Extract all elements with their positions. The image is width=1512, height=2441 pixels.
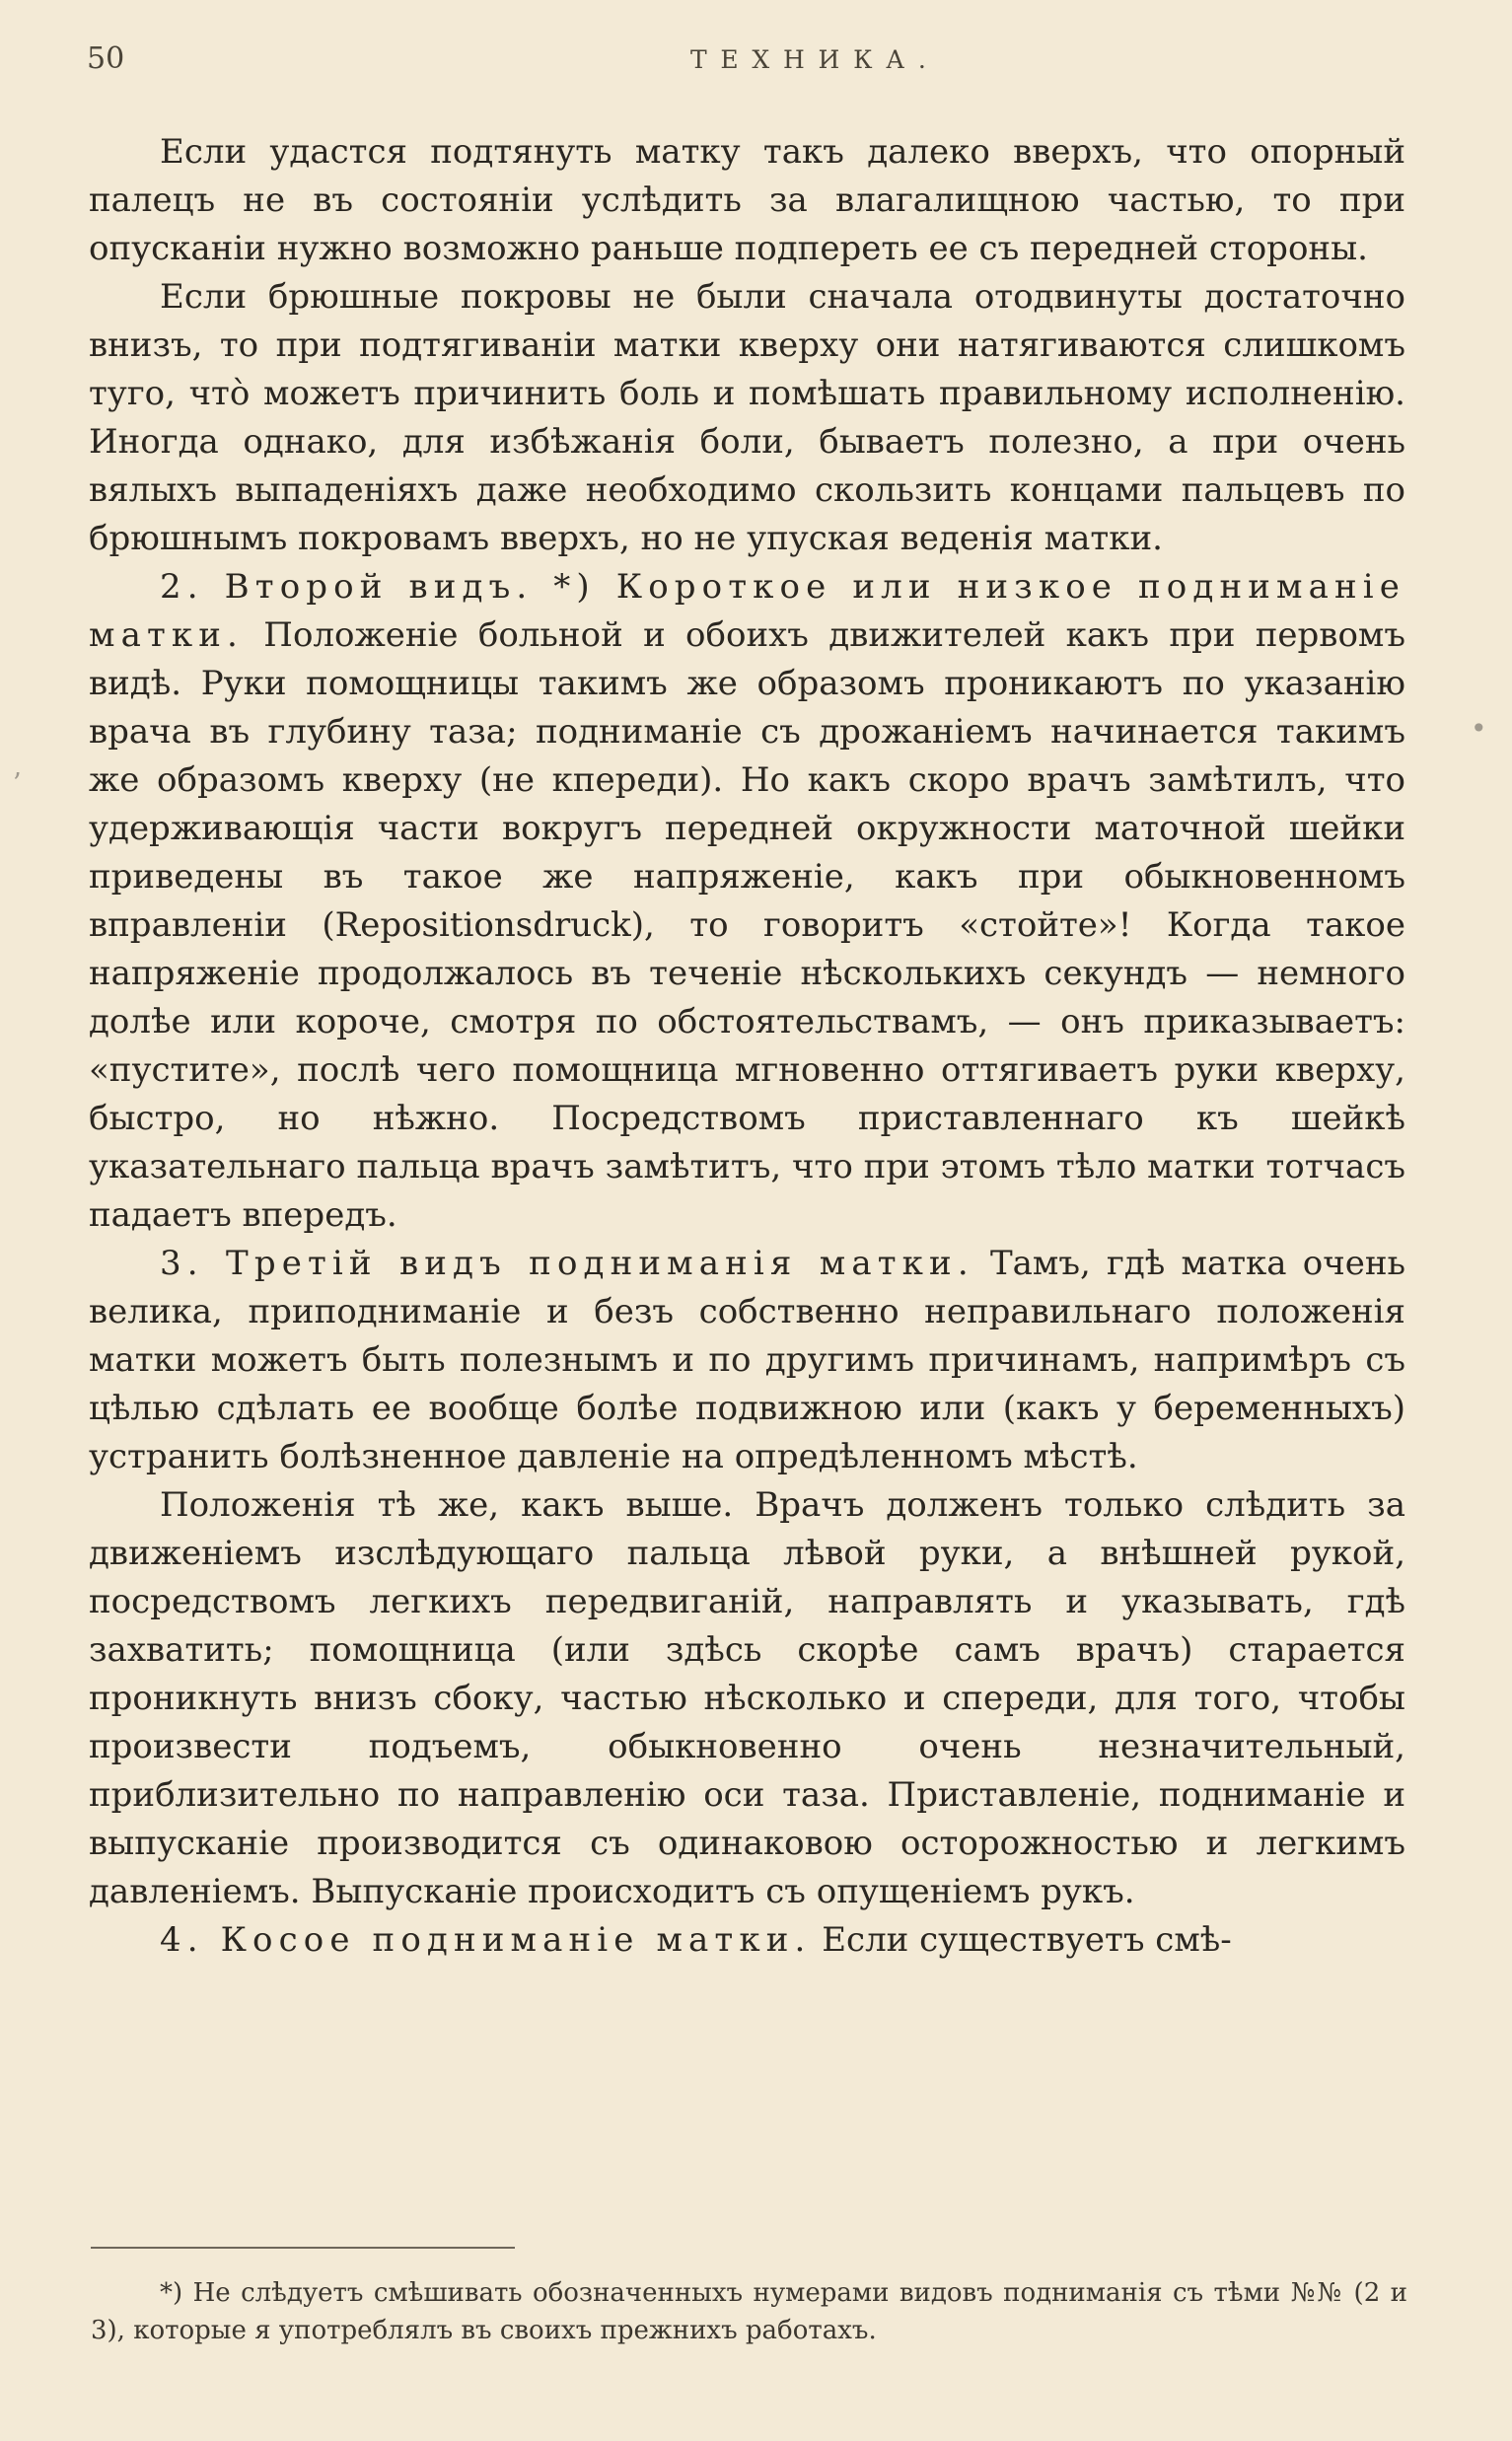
paragraph — [89, 1916, 1405, 1965]
paragraph-text: Тамъ, гдѣ матка очень велика, приподниманіе и безъ собственно неправильнаго положенія матки можетъ быть полезнымъ и по другимъ причинамъ, напримѣръ съ цѣлью сдѣлать ее вообще болѣе подвижною или (какъ у беременныхъ) устранить болѣзненное давленіе на опредѣленномъ мѣстѣ. — [89, 1244, 1406, 1476]
paragraph — [89, 273, 1405, 563]
running-title: ТЕХНИКА. — [690, 45, 940, 74]
paragraph — [89, 1240, 1405, 1481]
margin-speck: ʼ — [12, 767, 21, 800]
section-heading: 2. Второй видъ. *) Короткое или низкое подниманіе матки. — [89, 567, 1405, 655]
section-heading: 4. Косое подниманіе матки. — [160, 1920, 812, 1960]
page-header — [87, 41, 1438, 81]
paragraph — [89, 563, 1405, 1240]
paragraph-text: Положенія тѣ же, какъ выше. Врачъ долженъ только слѣдить за движеніемъ изслѣдующаго пальца лѣвой руки, а внѣшней рукой, посредствомъ легкихъ передвиганій, направлять и указывать, гдѣ захватить; помощница (или здѣсь скорѣе самъ врачъ) старается проникнуть внизъ сбоку, частью нѣсколько и спереди, для того, чтобы произвести подъемъ, обыкновенно очень незначительный, приблизительно по направленію оси таза. Приставленіе, подниманіе и выпусканіе производится съ одинаковою осторожностью и легкимъ давленіемъ. Выпусканіе происходитъ съ опущеніемъ рукъ. — [89, 1485, 1405, 1911]
paragraph-text: Положеніе больной и обоихъ движителей какъ при первомъ видѣ. Руки помощницы такимъ же образомъ проникаютъ по указанію врача въ глубину таза; подниманіе съ дрожаніемъ начинается такимъ же образомъ кверху (не кпереди). Но какъ скоро врачъ замѣтилъ, что удерживающія части вокругъ передней окружности маточной шейки приведены въ такое же напряженіе, какъ при обыкновенномъ вправленіи (Repositionsdruck), то говоритъ «стойте»! Когда такое напряженіе продолжалось въ теченіе нѣсколькихъ секундъ — немного долѣе или короче, смотря по обстоятельствамъ, — онъ приказываетъ: «пустите», послѣ чего помощница мгновенно оттягиваетъ руки кверху, быстро, но нѣжно. Посредствомъ приставленнаго къ шейкѣ указательнаго пальца врачъ замѣтитъ, что при этомъ тѣло матки тотчасъ падаетъ впередъ. — [89, 615, 1405, 1235]
paragraph-text: Если удастся подтянуть матку такъ далеко вверхъ, что опорный палецъ не въ состояніи услѣдить за влагалищною частью, то при опусканіи нужно возможно раньше подпереть ее съ передней стороны. — [89, 132, 1405, 268]
paragraph-text: Если брюшные покровы не были сначала отодвинуты достаточно внизъ, то при подтягиваніи матки кверху они натягиваются слишкомъ туго, что̀ можетъ причинить боль и помѣшать правильному исполненію. Иногда однако, для избѣжанія боли, бываетъ полезно, а при очень вялыхъ выпаденіяхъ даже необходимо скользить концами пальцевъ по брюшнымъ покровамъ вверхъ, но не упуская веденія матки. — [89, 277, 1405, 558]
body-text — [89, 128, 1405, 1965]
footnote-text: *) Не слѣдуетъ смѣшивать обозначенныхъ нумерами видовъ подниманія съ тѣми №№ (2 и 3), которые я употреблялъ въ своихъ прежнихъ работахъ. — [91, 2278, 1407, 2345]
section-heading: 3. Третій видъ подниманія матки. — [160, 1244, 974, 1283]
paragraph — [89, 1481, 1405, 1916]
page-number: 50 — [87, 41, 125, 76]
footnote — [91, 2274, 1407, 2349]
footnote-rule — [91, 2247, 515, 2249]
paragraph — [89, 128, 1405, 273]
paragraph-text: Если существуетъ смѣ- — [811, 1920, 1232, 1960]
margin-speck: • — [1471, 712, 1487, 745]
